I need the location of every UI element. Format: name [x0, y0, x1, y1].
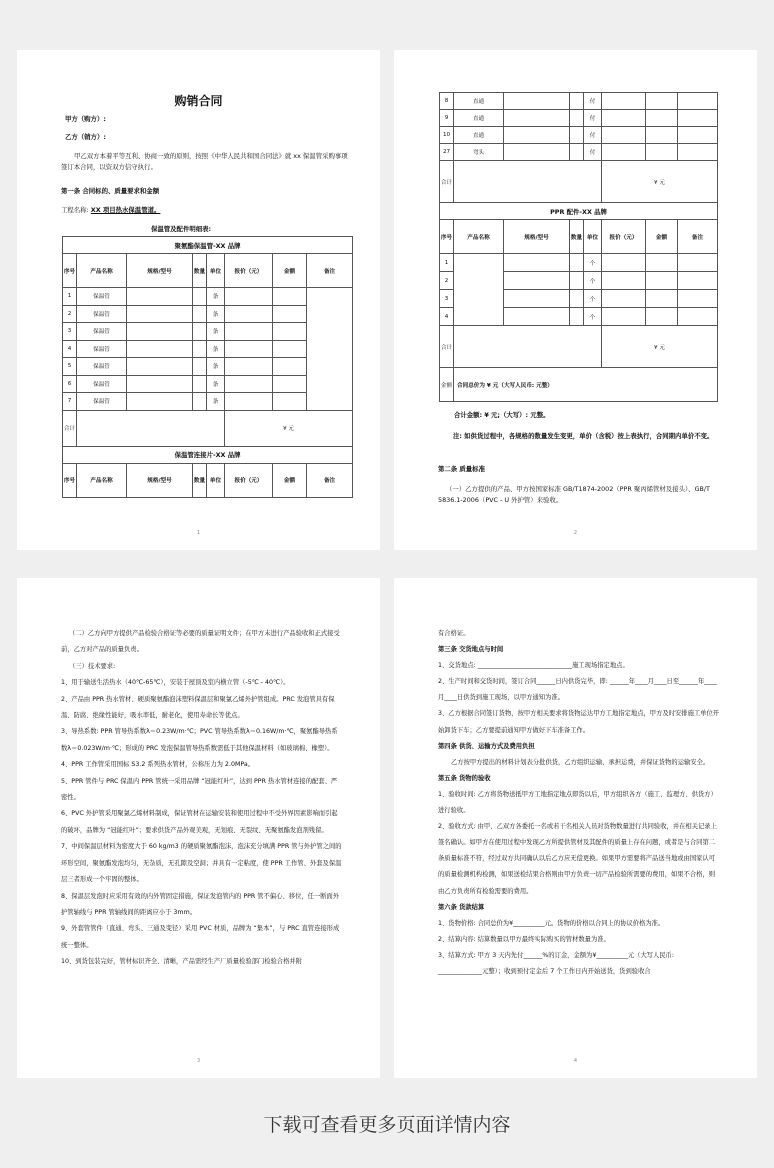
header-qty: 数量	[570, 220, 584, 254]
row-qty	[570, 127, 584, 144]
row-spec	[127, 375, 193, 393]
row-no: 8	[440, 93, 454, 110]
row-spec	[504, 308, 570, 326]
row-unit: 付	[584, 93, 602, 110]
row-name: 保温管	[77, 340, 127, 358]
row-amount	[646, 144, 678, 161]
row-price	[602, 254, 646, 272]
row-unit: 条	[207, 288, 225, 306]
row-qty	[570, 254, 584, 272]
row-spec	[127, 288, 193, 306]
table2-header-row	[63, 463, 353, 497]
row-spec	[127, 340, 193, 358]
row-price	[225, 340, 273, 358]
row-spec	[127, 323, 193, 341]
row-price	[602, 308, 646, 326]
row-qty	[193, 323, 207, 341]
paragraph: （二）乙方向甲方提供产品检验合格证等必要的质量证明文件；在甲方未进行产品验收和正式接受前，乙方对产品的质量负责。	[61, 630, 340, 654]
ppr-table	[439, 92, 718, 402]
row-price	[225, 375, 273, 393]
row-qty	[570, 308, 584, 326]
row-remark	[678, 110, 718, 127]
row-price	[225, 358, 273, 376]
row-spec	[127, 305, 193, 323]
header-unit: 单位	[207, 463, 225, 497]
project-label: 工程名称:	[61, 206, 89, 214]
page-number: 3	[196, 1058, 201, 1064]
row-qty	[193, 393, 207, 411]
row-no: 6	[63, 375, 77, 393]
quality-standard: （一）乙方提供的产品、甲方按国家标准 GB/T1874-2002（PPR 聚丙烯管材及接头）、GB/T 5836.1-2006（PVC - U 外护管）来验收。	[438, 485, 710, 504]
row-price	[225, 305, 273, 323]
section-heading: 第五条 货物的验收	[438, 774, 491, 782]
header-spec: 规格/型号	[127, 463, 193, 497]
row-unit: 个	[584, 272, 602, 290]
technical-requirements	[61, 626, 343, 971]
row-amount	[273, 358, 307, 376]
paragraph: 有合格证。	[438, 630, 470, 637]
subtotal-label: 合计	[440, 161, 454, 203]
page-number: 2	[573, 530, 578, 536]
row-spec	[504, 110, 570, 127]
row-spec	[127, 393, 193, 411]
row-spec	[127, 358, 193, 376]
document-page-4	[394, 578, 757, 1078]
article1-heading: 第一条 合同标的、质量要求和金额	[61, 187, 160, 195]
row-name: 保温管	[77, 323, 127, 341]
row-no: 3	[440, 290, 454, 308]
row-qty	[193, 375, 207, 393]
header-no: 序号	[63, 254, 77, 288]
paragraph: 3、导热系数: PPR 管导热系数λ＝0.23W/m·℃；PVC 管导热系数λ＝0.16W/m·℃，聚氨酯导热系数λ＝0.023W/m·℃；形成的 PRC 发泡保温管导热系数需低于其他保温材料（如玻璃棉、橡塑）。	[61, 728, 338, 752]
row-spec	[504, 254, 570, 272]
header-name: 产品名称	[454, 220, 504, 254]
row-no: 4	[63, 340, 77, 358]
row-spec	[504, 272, 570, 290]
subtotal-label: 合计	[63, 410, 77, 446]
download-more-banner[interactable]: 下载可查看更多页面详情内容	[263, 1114, 511, 1136]
ppr-header-row	[440, 220, 718, 254]
header-no: 序号	[63, 463, 77, 497]
row-amount	[273, 340, 307, 358]
paragraph: 1、交货地点: ______________________________施工现场指定地点。	[438, 662, 629, 670]
row-qty	[570, 290, 584, 308]
header-price: 报价（元）	[225, 254, 273, 288]
party-b-label: 乙方（销方）:	[65, 133, 106, 141]
row-name: 直通	[454, 93, 504, 110]
document-page-1	[17, 50, 380, 550]
row-remark	[678, 290, 718, 308]
row-amount	[646, 272, 678, 290]
row-qty	[570, 144, 584, 161]
row-qty	[570, 93, 584, 110]
row-no: 3	[63, 323, 77, 341]
paragraph: 2、产品由 PPR 热水管材、硬质聚氨酯泡沫塑料保温层和聚氯乙烯外护管组成。PRC 发泡管具有保温、防腐、绝缘性能好，吸水率低，耐老化，使用寿命长等优点。	[61, 695, 335, 720]
header-spec: 规格/型号	[504, 220, 570, 254]
row-unit: 付	[584, 127, 602, 144]
header-remark: 备注	[307, 463, 353, 497]
row-amount	[273, 323, 307, 341]
header-amount: 金额	[273, 463, 307, 497]
intro-paragraph: 甲乙双方本着平等互利、协商一致的原则，按照《中华人民共和国合同法》就 xx 保温管采购事项签订本合同，以资双方信守执行。	[61, 152, 348, 171]
subtotal-value: ¥ 元	[225, 410, 353, 446]
table-row	[440, 254, 718, 272]
header-amount: 金额	[273, 254, 307, 288]
row-name: 保温管	[77, 288, 127, 306]
paragraph: 10、到货包装完好，管材标识齐全、清晰，产品需经生产厂质量检验部门检验合格并附	[61, 958, 302, 966]
paragraph: 2、生产时间和交货时间，签订合同______日内供货完毕，即: ______年____月____日至______年____月____日供货到施工现场，以甲方通知为准。	[438, 678, 717, 702]
header-price: 报价（元）	[225, 463, 273, 497]
paragraph: 1、货物价格: 合同总价为¥__________元。货物的价格以合同上的协议价格为准。	[438, 919, 665, 927]
table-row	[63, 288, 353, 306]
row-spec	[504, 93, 570, 110]
table1-subtotal-row	[63, 410, 353, 446]
row-remark	[678, 127, 718, 144]
row-no: 2	[440, 272, 454, 290]
row-price	[225, 323, 273, 341]
section-heading: 第三条 交货地点与时间	[438, 646, 504, 654]
row-remark	[678, 254, 718, 272]
header-remark: 备注	[307, 254, 353, 288]
row-unit: 条	[207, 323, 225, 341]
row-spec	[504, 144, 570, 161]
row-spec	[504, 290, 570, 308]
paragraph: 7、中间保温层材料为密度大于 60 kg/m3 的硬质聚氨酯泡沫，泡沫充分填满 PPR 管与外护管之间的环形空间，聚氨酯发泡均匀，无杂质，无孔隙及空洞；并具有一定粘度，使 PPR 工作管、外套及保温层三者形成一个牢固的整体。	[61, 843, 342, 884]
row-name	[454, 254, 504, 326]
paragraph: 8、保温层发泡时应采用有效的内外管固定措施，保证发泡管内的 PPR 管不偏心、移位，任一断面外护管轴线与 PPR 管轴线间的距离应小于 3mm。	[61, 892, 340, 916]
paragraph: 1、用于输送生活热水（40℃-65℃），安装于屋顶及室内横立管（-5℃ - 40℃）。	[61, 679, 290, 687]
row-qty	[193, 288, 207, 306]
row-qty	[193, 340, 207, 358]
row-name: 直通	[454, 127, 504, 144]
paragraph: 3、结算方式: 甲方 3 天内先付______%的订金，金额为¥__________元（大写人民币: ______________元整）；收到预付定金后 7 个工作日内开始送货，货到验收合	[438, 951, 675, 975]
row-amount	[646, 308, 678, 326]
row-no: 5	[63, 358, 77, 376]
row-no: 1	[440, 254, 454, 272]
document-page-3	[17, 578, 380, 1078]
row-no: 9	[440, 110, 454, 127]
row-qty	[193, 358, 207, 376]
row-amount	[646, 93, 678, 110]
row-name: 直通	[454, 110, 504, 127]
paragraph: 4、PPR 工作管采用国标 S3.2 系列热水管材，公称压力为 2.0MPa。	[61, 761, 255, 769]
table-row	[440, 93, 718, 110]
document-page-2	[394, 50, 757, 550]
row-remark	[678, 308, 718, 326]
header-qty: 数量	[193, 254, 207, 288]
header-unit: 单位	[584, 220, 602, 254]
row-remark	[678, 93, 718, 110]
table-caption: 保温管及配件明细表:	[151, 225, 212, 233]
row-no: 1	[63, 288, 77, 306]
row-unit: 付	[584, 110, 602, 127]
table2-title: 保温管连接片-XX 品牌	[63, 446, 353, 463]
row-name: 保温管	[77, 358, 127, 376]
row-name: 保温管	[77, 305, 127, 323]
project-line	[61, 205, 160, 216]
contract-total: 合同总价为 ¥ 元（大写人民币: 元整）	[454, 368, 718, 402]
row-no: 7	[63, 393, 77, 411]
row-amount	[646, 290, 678, 308]
row-amount	[646, 254, 678, 272]
amount-label: 金额	[440, 368, 454, 402]
header-qty: 数量	[193, 463, 207, 497]
row-unit: 条	[207, 305, 225, 323]
row-unit: 条	[207, 375, 225, 393]
row-price	[602, 110, 646, 127]
row-price	[225, 288, 273, 306]
paragraph: 9、外套管管件（直通、弯头、三通及变径）采用 PVC 材质，品牌为 “集本”，与 PRC 直管连接形成统一整体。	[61, 925, 340, 949]
row-remark	[678, 272, 718, 290]
paragraph: 6、PVC 外护管采用聚氯乙烯材料制成，保证管材在运输安装和使用过程中不受外界因素影响而引起的破坏，品牌为 “冠能红叶”；要求供货产品外观美观，无划痕、无裂纹、无聚氨酯发泡剂残留。	[61, 810, 338, 834]
row-amount	[646, 110, 678, 127]
row-remark	[307, 288, 353, 411]
contract-title: 购销合同	[174, 94, 223, 108]
row-name: 弯头	[454, 144, 504, 161]
ppr-title: PPR 配件-XX 品牌	[440, 203, 718, 220]
header-name: 产品名称	[77, 254, 127, 288]
table-row	[440, 110, 718, 127]
row-unit: 条	[207, 358, 225, 376]
contract-terms	[438, 626, 720, 980]
table-row	[440, 144, 718, 161]
row-name: 保温管	[77, 393, 127, 411]
header-spec: 规格/型号	[127, 254, 193, 288]
header-remark: 备注	[678, 220, 718, 254]
price-note: 注: 如供货过程中，各规格的数量发生变更，单价（含税）按上表执行，合同期内单价不变。	[453, 432, 714, 440]
project-name: XX 项目热水保温管道。	[90, 206, 161, 214]
row-unit: 个	[584, 290, 602, 308]
row-no: 4	[440, 308, 454, 326]
contract-total-row	[440, 368, 718, 402]
header-unit: 单位	[207, 254, 225, 288]
insulation-pipe-table	[62, 236, 353, 498]
paragraph: 2、验收方式: 由甲、乙双方各委托一名或若干名相关人员对货物数量进行共同验收，并在相关记录上签名确认。如甲方在使用过程中发现乙方所提供管材及其配件的质量上存在问题，或者是与合同第二条质量标准不符，经过双方共同确认以后乙方应无偿更换。如果甲方需要将产品送当地或由国家认可的质量检测机构检测，如果送检结果合格则由甲方负责一切产品检验所需要的费用，如果不合格，则由乙方负责所有检验需要的费用。	[438, 823, 717, 895]
row-qty	[193, 305, 207, 323]
row-spec	[504, 127, 570, 144]
section-heading: 第六条 货款结算	[438, 903, 485, 911]
row-price	[225, 393, 273, 411]
paragraph: 1、验收时间: 乙方将货物送抵甲方工地指定地点即货以后，甲方组织各方（施工、监理方、供货方）进行验收。	[438, 790, 717, 815]
row-unit: 条	[207, 393, 225, 411]
paragraph: 乙方按甲方提出的材料计划表分批供货，乙方组织运输、承担运费，并保证货物的运输安全。	[451, 758, 710, 766]
table1-header-row	[63, 254, 353, 288]
row-unit: 个	[584, 254, 602, 272]
table-row	[440, 127, 718, 144]
paragraph: 2、结算内容: 结算数量以甲方最终实际购买的管材数量为准。	[438, 935, 610, 943]
subtotal-label: 合计	[440, 326, 454, 368]
page-number: 1	[196, 530, 201, 536]
section-heading: 第四条 供货、运输方式及费用负担	[438, 742, 535, 750]
row-amount	[273, 305, 307, 323]
header-amount: 金额	[646, 220, 678, 254]
row-remark	[678, 144, 718, 161]
table1-title: 聚氨酯保温管-XX 品牌	[63, 237, 353, 254]
row-unit: 个	[584, 308, 602, 326]
row-amount	[273, 375, 307, 393]
paragraph: 5、PPR 管件与 PRC 保温内 PPR 管统一采用品牌 “冠能红叶”，达到 PPR 热水管材连接的配套、严密性。	[61, 777, 338, 802]
page-number: 4	[573, 1058, 578, 1064]
row-price	[602, 127, 646, 144]
row-unit: 条	[207, 340, 225, 358]
row-qty	[570, 110, 584, 127]
article2-heading: 第二条 质量标准	[438, 465, 485, 473]
paragraph: 3、乙方根据合同签订货物，按甲方相关要求将货物运达甲方工地指定地点，甲方及时安排施工单位开始卸货下车；乙方要提前通知甲方做好下车准备工作。	[438, 710, 720, 734]
subtotal-value: ¥ 元	[602, 326, 718, 368]
header-price: 报价（元）	[602, 220, 646, 254]
header-name: 产品名称	[77, 463, 127, 497]
ppr-subtotal-row	[440, 326, 718, 368]
sum-line: 合计金额: ¥ 元;（大写）: 元整。	[454, 411, 550, 419]
row-amount	[273, 393, 307, 411]
row-amount	[273, 288, 307, 306]
paragraph: （三）技术要求:	[69, 662, 116, 670]
row-amount	[646, 127, 678, 144]
row-price	[602, 272, 646, 290]
row-no: 2	[63, 305, 77, 323]
conn-subtotal-row	[440, 161, 718, 203]
row-qty	[570, 272, 584, 290]
row-price	[602, 93, 646, 110]
header-no: 序号	[440, 220, 454, 254]
row-price	[602, 144, 646, 161]
row-no: 27	[440, 144, 454, 161]
row-no: 10	[440, 127, 454, 144]
party-a-label: 甲方（购方）:	[65, 115, 106, 123]
row-price	[602, 290, 646, 308]
subtotal-value: ¥ 元	[602, 161, 718, 203]
row-unit: 付	[584, 144, 602, 161]
row-name: 保温管	[77, 375, 127, 393]
